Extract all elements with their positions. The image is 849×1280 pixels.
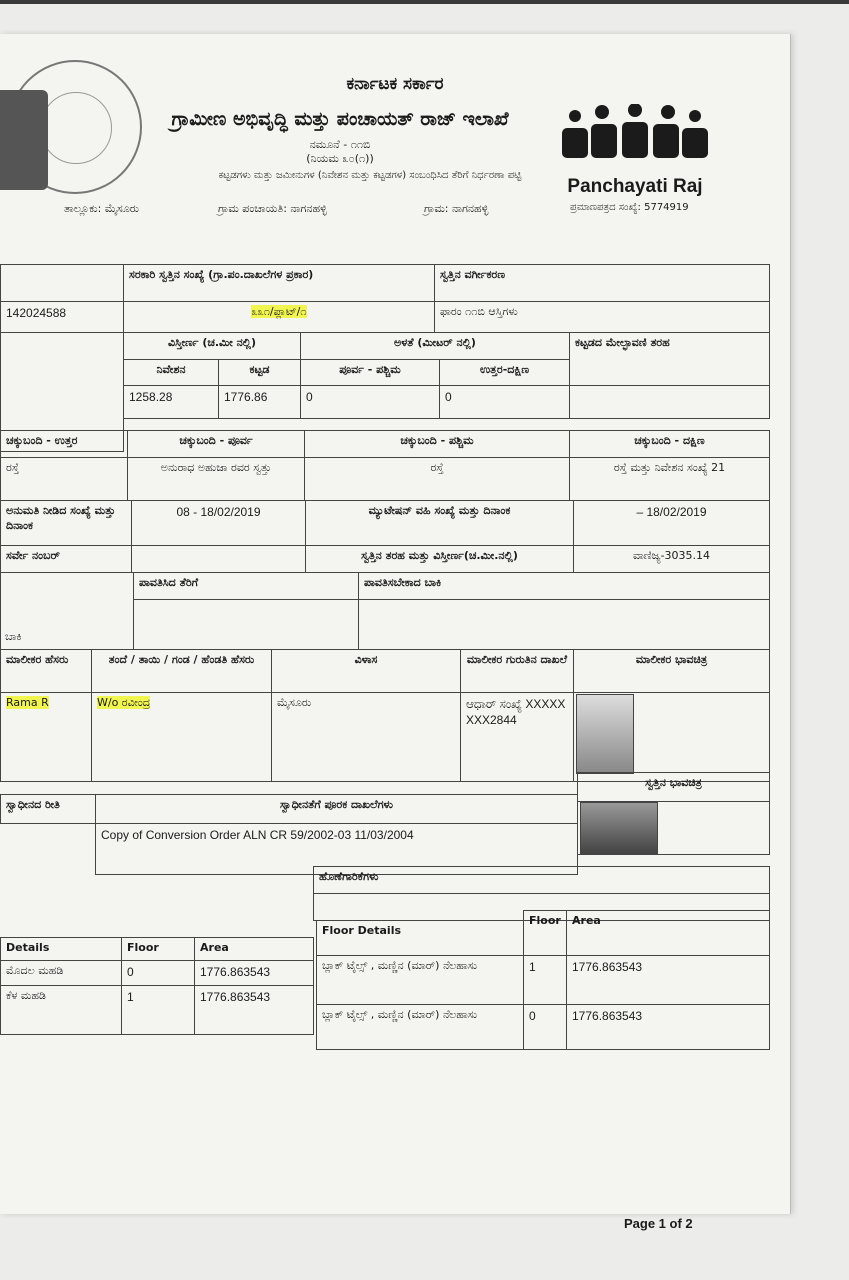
east-label: ಚಕ್ಕುಬಂದಿ - ಪೂರ್ವ	[127, 430, 305, 458]
building-area: 1776.86	[218, 385, 301, 419]
right-table-header: Floor Details	[316, 920, 524, 956]
possession-label: ಸ್ವಾಧೀನದ ರೀತಿ	[0, 794, 96, 824]
paid-tax-value	[133, 599, 359, 650]
property-type-value: ವಾಣಿಜ್ಯ-3035.14	[573, 545, 770, 573]
left-table-cell: ಮೊದಲ ಮಹಡಿ	[0, 960, 122, 986]
east-value: ಅನುರಾಧ ಅಹುಜಾ ರವರ ಸ್ವತ್ತು	[127, 457, 305, 501]
property-photo-label: ಸ್ವತ್ತಿನ ಭಾವಚಿತ್ರ	[577, 772, 770, 802]
owner-name-cell	[0, 692, 92, 782]
people-icon	[560, 104, 710, 164]
north-label: ಚಕ್ಕುಬಂದಿ - ಉತ್ತರ	[0, 430, 128, 458]
id-proof-label: ಮಾಲೀಕರ ಗುರುತಿನ ದಾಖಲೆ	[460, 649, 574, 693]
east-west-value: 0	[300, 385, 440, 419]
left-table-cell: 0	[121, 960, 195, 986]
side-id: 142024588	[0, 301, 124, 333]
form-description: ಕಟ್ಟಡಗಳು ಮತ್ತು ಜಮೀನುಗಳ (ನಿವೇಶನ ಮತ್ತು ಕಟ್ಟಡಗಳ) ಸಂಬಂಧಿಸಿದ ತೆರಿಗೆ ನಿರ್ಧರಣಾ ಪಟ್ಟಿ	[218, 170, 522, 181]
north-south-label: ಉತ್ತರ-ದಕ್ಷಿಣ	[439, 359, 570, 386]
stub-cell	[0, 264, 124, 302]
father-label: ತಂದೆ / ತಾಯಿ / ಗಂಡ / ಹೆಂಡತಿ ಹೆಸರು	[91, 649, 272, 693]
documents-value: Copy of Conversion Order ALN CR 59/2002-03 11/03/2004	[95, 823, 578, 875]
survey-label: ಸರ್ವೇ ನಂಬರ್	[0, 545, 132, 573]
right-table-cell: 1	[523, 955, 567, 1005]
liabilities-label: ಹೊಣೆಗಾರಿಕೆಗಳು	[313, 866, 770, 894]
property-type-label: ಸ್ವತ್ತಿನ ತರಹ ಮತ್ತು ವಿಸ್ತೀರ್ಣ(ಚ.ಮೀ.ನಲ್ಲಿ)	[305, 545, 574, 573]
right-table-cell: ಬ್ಲಾಕ್ ಟೈಲ್ಸ್ , ಮಣ್ಣಿನ (ಮಾರ್) ನೆಲಹಾಸು	[316, 955, 524, 1005]
classification-label: ಸ್ವತ್ತಿನ ವರ್ಗೀಕರಣ	[434, 264, 770, 302]
right-table-cell: 0	[523, 1004, 567, 1050]
survey-value	[131, 545, 306, 573]
roof-type-value	[569, 385, 770, 419]
form-number: ನಮೂನೆ - ೧೧ಬಿ	[309, 138, 371, 151]
id-proof-value: ಆಧಾರ್ ಸಂಖ್ಯೆ XXXXXXXX2844	[460, 692, 574, 782]
south-label: ಚಕ್ಕುಬಂದಿ - ದಕ್ಷಿಣ	[569, 430, 770, 458]
emblem-icon	[0, 90, 48, 190]
left-table-header: Details	[0, 937, 122, 961]
panchayati-raj-text: Panchayati Raj	[567, 176, 703, 197]
documents-label: ಸ್ವಾಧೀನತೆಗೆ ಪೂರಕ ದಾಖಲೆಗಳು	[95, 794, 578, 824]
due-label: ಪಾವತಿಸಬೇಕಾದ ಬಾಕಿ	[358, 572, 770, 600]
address-value: ಮೈಸೂರು	[271, 692, 461, 782]
taluk: ತಾಲ್ಲೂಕು: ಮೈಸೂರು	[64, 202, 140, 215]
building-label: ಕಟ್ಟಡ	[218, 359, 301, 386]
address-label: ವಿಳಾಸ	[271, 649, 461, 693]
owner-name: Rama R	[6, 696, 49, 709]
left-table-header: Area	[194, 937, 314, 961]
permission-value: 08 - 18/02/2019	[131, 500, 306, 546]
left-table-cell: 1	[121, 985, 195, 1035]
east-west-label: ಪೂರ್ವ - ಪಶ್ಚಿಮ	[300, 359, 440, 386]
permission-label: ಅನುಮತಿ ನೀಡಿದ ಸಂಖ್ಯೆ ಮತ್ತು ದಿನಾಂಕ	[0, 500, 132, 546]
property-id-label: ಸರಕಾರಿ ಸ್ವತ್ತಿನ ಸಂಖ್ಯೆ (ಗ್ರಾ.ಪಂ.ದಾಖಲೆಗಳ ಪ್ರಕಾರ)	[123, 264, 435, 302]
west-label: ಚಕ್ಕುಬಂದಿ - ಪಶ್ಚಿಮ	[304, 430, 570, 458]
paid-tax-label: ಪಾವತಿಸಿದ ತೆರಿಗೆ	[133, 572, 359, 600]
mutation-value: – 18/02/2019	[573, 500, 770, 546]
owner-name-label: ಮಾಲೀಕರ ಹೆಸರು	[0, 649, 92, 693]
left-table-cell: 1776.863543	[194, 960, 314, 986]
rule-number: (ನಿಯಮ ೩೦(೧))	[306, 152, 374, 165]
balance-stub: ಬಾಕಿ	[5, 630, 22, 644]
due-value	[358, 599, 770, 650]
property-photo-cell	[577, 801, 770, 855]
village: ಗ್ರಾಮ: ನಾಗನಹಳ್ಳಿ	[424, 202, 489, 215]
north-value: ರಸ್ತೆ	[0, 457, 128, 501]
stub-cell	[0, 572, 134, 650]
panchayati-raj-logo	[560, 104, 710, 198]
panchayat: ಗ್ರಾಮ ಪಂಚಾಯತಿ: ನಾಗನಹಳ್ಳಿ	[218, 202, 327, 215]
classification-value: ಫಾರಂ ೧೧ಬಿ ಆಸ್ತಿಗಳು	[434, 301, 770, 333]
right-table-cell: ಬ್ಲಾಕ್ ಟೈಲ್ಸ್ , ಮಣ್ಣಿನ (ಮಾರ್) ನೆಲಹಾಸು	[316, 1004, 524, 1050]
government-title: ಕರ್ನಾಟಕ ಸರ್ಕಾರ	[346, 74, 444, 94]
left-table-cell: ಕೆಳ ಮಹಡಿ	[0, 985, 122, 1035]
left-table-cell: 1776.863543	[194, 985, 314, 1035]
extent-label: ವಿಸ್ತೀರ್ಣ (ಚ.ಮೀ ನಲ್ಲಿ)	[123, 332, 301, 360]
scan-background	[0, 4, 849, 1280]
father-name: W/o ರವೀಂದ್ರ	[97, 696, 151, 709]
document-page	[0, 34, 791, 1231]
dimensions-label: ಅಳತೆ (ಮೀಟರ್ ನಲ್ಲಿ)	[300, 332, 570, 360]
property-number: ೩೩೧/ಪ್ಲಾಟ್/೧	[251, 305, 307, 318]
owner-photo	[576, 694, 634, 774]
left-table-header: Floor	[121, 937, 195, 961]
south-value: ರಸ್ತೆ ಮತ್ತು ನಿವೇಶನ ಸಂಖ್ಯೆ 21	[569, 457, 770, 501]
page-number: Page 1 of 2	[624, 1216, 693, 1231]
father-cell	[91, 692, 272, 782]
owner-photo-label: ಮಾಲೀಕರ ಭಾವಚಿತ್ರ	[573, 649, 770, 693]
right-table-cell: 1776.863543	[566, 1004, 770, 1050]
property-number-cell	[123, 301, 435, 333]
north-south-value: 0	[439, 385, 570, 419]
site-area: 1258.28	[123, 385, 219, 419]
right-table-header: Floor	[523, 910, 567, 956]
department-title: ಗ್ರಾಮೀಣ ಅಭಿವೃದ್ಧಿ ಮತ್ತು ಪಂಚಾಯತ್ ರಾಜ್ ಇಲಾಖೆ	[171, 108, 509, 130]
right-table-header: Area	[566, 910, 770, 956]
site-label: ನಿವೇಶನ	[123, 359, 219, 386]
mutation-label: ಮ್ಯುಟೇಷನ್ ವಹಿ ಸಂಖ್ಯೆ ಮತ್ತು ದಿನಾಂಕ	[305, 500, 574, 546]
roof-type-label: ಕಟ್ಟಡದ ಮೇಲ್ಛಾವಣಿ ತರಹ	[569, 332, 770, 386]
west-value: ರಸ್ತೆ	[304, 457, 570, 501]
certificate-serial: ಪ್ರಮಾಣಪತ್ರದ ಸಂಖ್ಯೆ: 5774919	[570, 202, 689, 213]
right-table-cell: 1776.863543	[566, 955, 770, 1005]
